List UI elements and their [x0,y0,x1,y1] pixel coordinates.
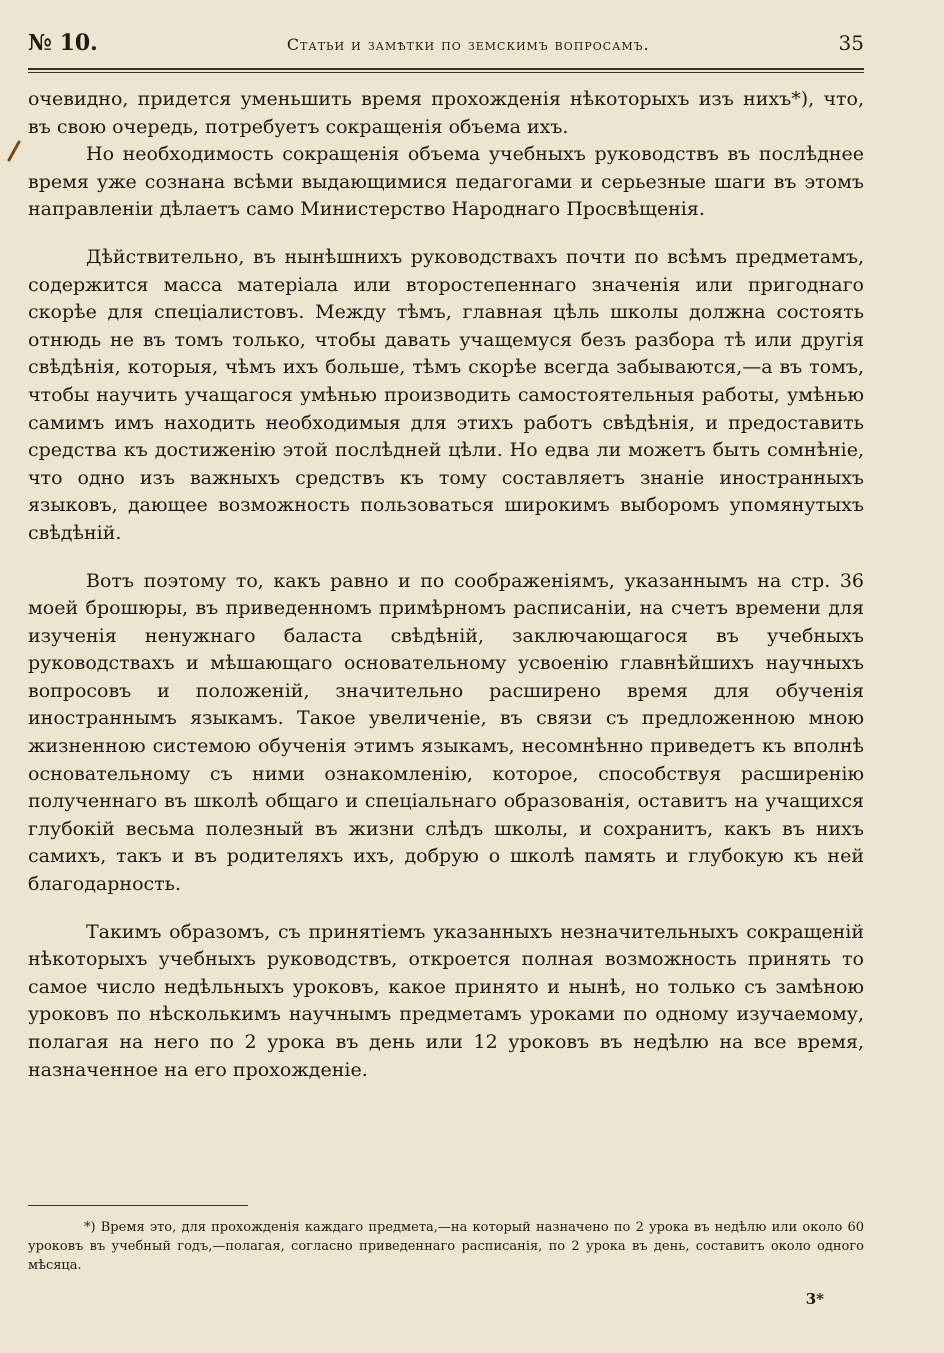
running-title: Статьи и замѣтки по земскимъ вопросамъ. [286,35,650,54]
footnote-text: *) Время это, для прохожденія каждаго предмета,—на который назначено по 2 урока въ недѣлю или около 60 уроковъ въ учебный годъ,—полагая, согласно приведеннаго расписанія, по 2 урока въ день, составитъ около одного мѣсяца. [28,1220,864,1273]
header-rule [28,68,864,70]
signature-mark: 3* [805,1290,824,1308]
pencil-mark-icon [6,140,22,164]
paragraph-3: Дѣйствительно, въ нынѣшнихъ руководствахъ почти по всѣмъ предметамъ, содержится масса матеріала или второстепеннаго значенія или пригоднаго скорѣе для спеціалистовъ. Между тѣмъ, главная цѣль школы должна состоять отнюдь не въ томъ только, чтобы давать учащемуся безъ разбора тѣ или другія свѣдѣнія, которыя, чѣмъ ихъ больше, тѣмъ скорѣе всегда забываются,—а въ томъ, чтобы научить учащагося умѣнью производить самостоятельныя работы, умѣнью самимъ имъ находить необходимыя для этихъ работъ свѣдѣнія, и предоставить средства къ достиженію этой послѣдней цѣли. Но едва ли можетъ быть сомнѣніе, что одно изъ важныхъ средствъ къ тому составляетъ знаніе иностранныхъ языковъ, дающее возможность пользоваться широкимъ выборомъ упомянутыхъ свѣдѣній. [28,245,864,544]
paragraph-2: Но необходимость сокращенія объема учебныхъ руководствъ въ послѣднее время уже сознана всѣми выдающимися педагогами и серьезные шаги въ этомъ направленіи дѣлаетъ само Министерство Народнаго Просвѣщенія. [28,143,864,221]
footnote [28,1218,864,1275]
paragraph-5: Такимъ образомъ, съ принятіемъ указанныхъ незначительныхъ сокращеній нѣкоторыхъ учебныхъ руководствъ, откроется полная возможность принять то самое число недѣльныхъ уроковъ, какое принято и нынѣ, но только съ замѣною уроковъ по нѣсколькимъ научнымъ предметамъ уроками по одному изучаемому, полагая на него по 2 урока въ день или 12 уроковъ въ недѣлю на все время, назначенное на его прохожденіе. [28,920,864,1081]
footnote-rule [28,1205,248,1206]
body-text [28,86,864,1084]
header-rule-thin [28,72,864,73]
paragraph-1: очевидно, придется уменьшить время прохожденія нѣкоторыхъ изъ нихъ*), что, въ свою очередь, потребуетъ сокращенія объема ихъ. [28,88,864,138]
page-number: 35 [838,31,864,55]
issue-number: № 10. [28,30,98,56]
paragraph-4: Вотъ поэтому то, какъ равно и по соображеніямъ, указаннымъ на стр. 36 моей брошюры, въ приведенномъ примѣрномъ расписаніи, на счетъ времени для изученія ненужнаго баласта свѣдѣній, заключающагося въ учебныхъ руководствахъ и мѣшающаго основательному усвоенію главнѣйшихъ научныхъ вопросовъ и положеній, значительно расширено время для обученія иностраннымъ языкамъ. Такое увеличеніе, въ связи съ предложенною мною жизненною системою обученія этимъ языкамъ, несомнѣнно приведетъ къ вполнѣ основательному съ ними ознакомленію, которое, способствуя расширенію полученнаго въ школѣ общаго и спеціальнаго образованія, оставитъ на учащихся глубокій весьма полезный въ жизни слѣдъ школы, и сохранитъ, какъ въ нихъ самихъ, такъ и въ родителяхъ ихъ, добрую о школѣ память и глубокую къ ней благодарность. [28,569,864,896]
running-header [28,30,864,60]
